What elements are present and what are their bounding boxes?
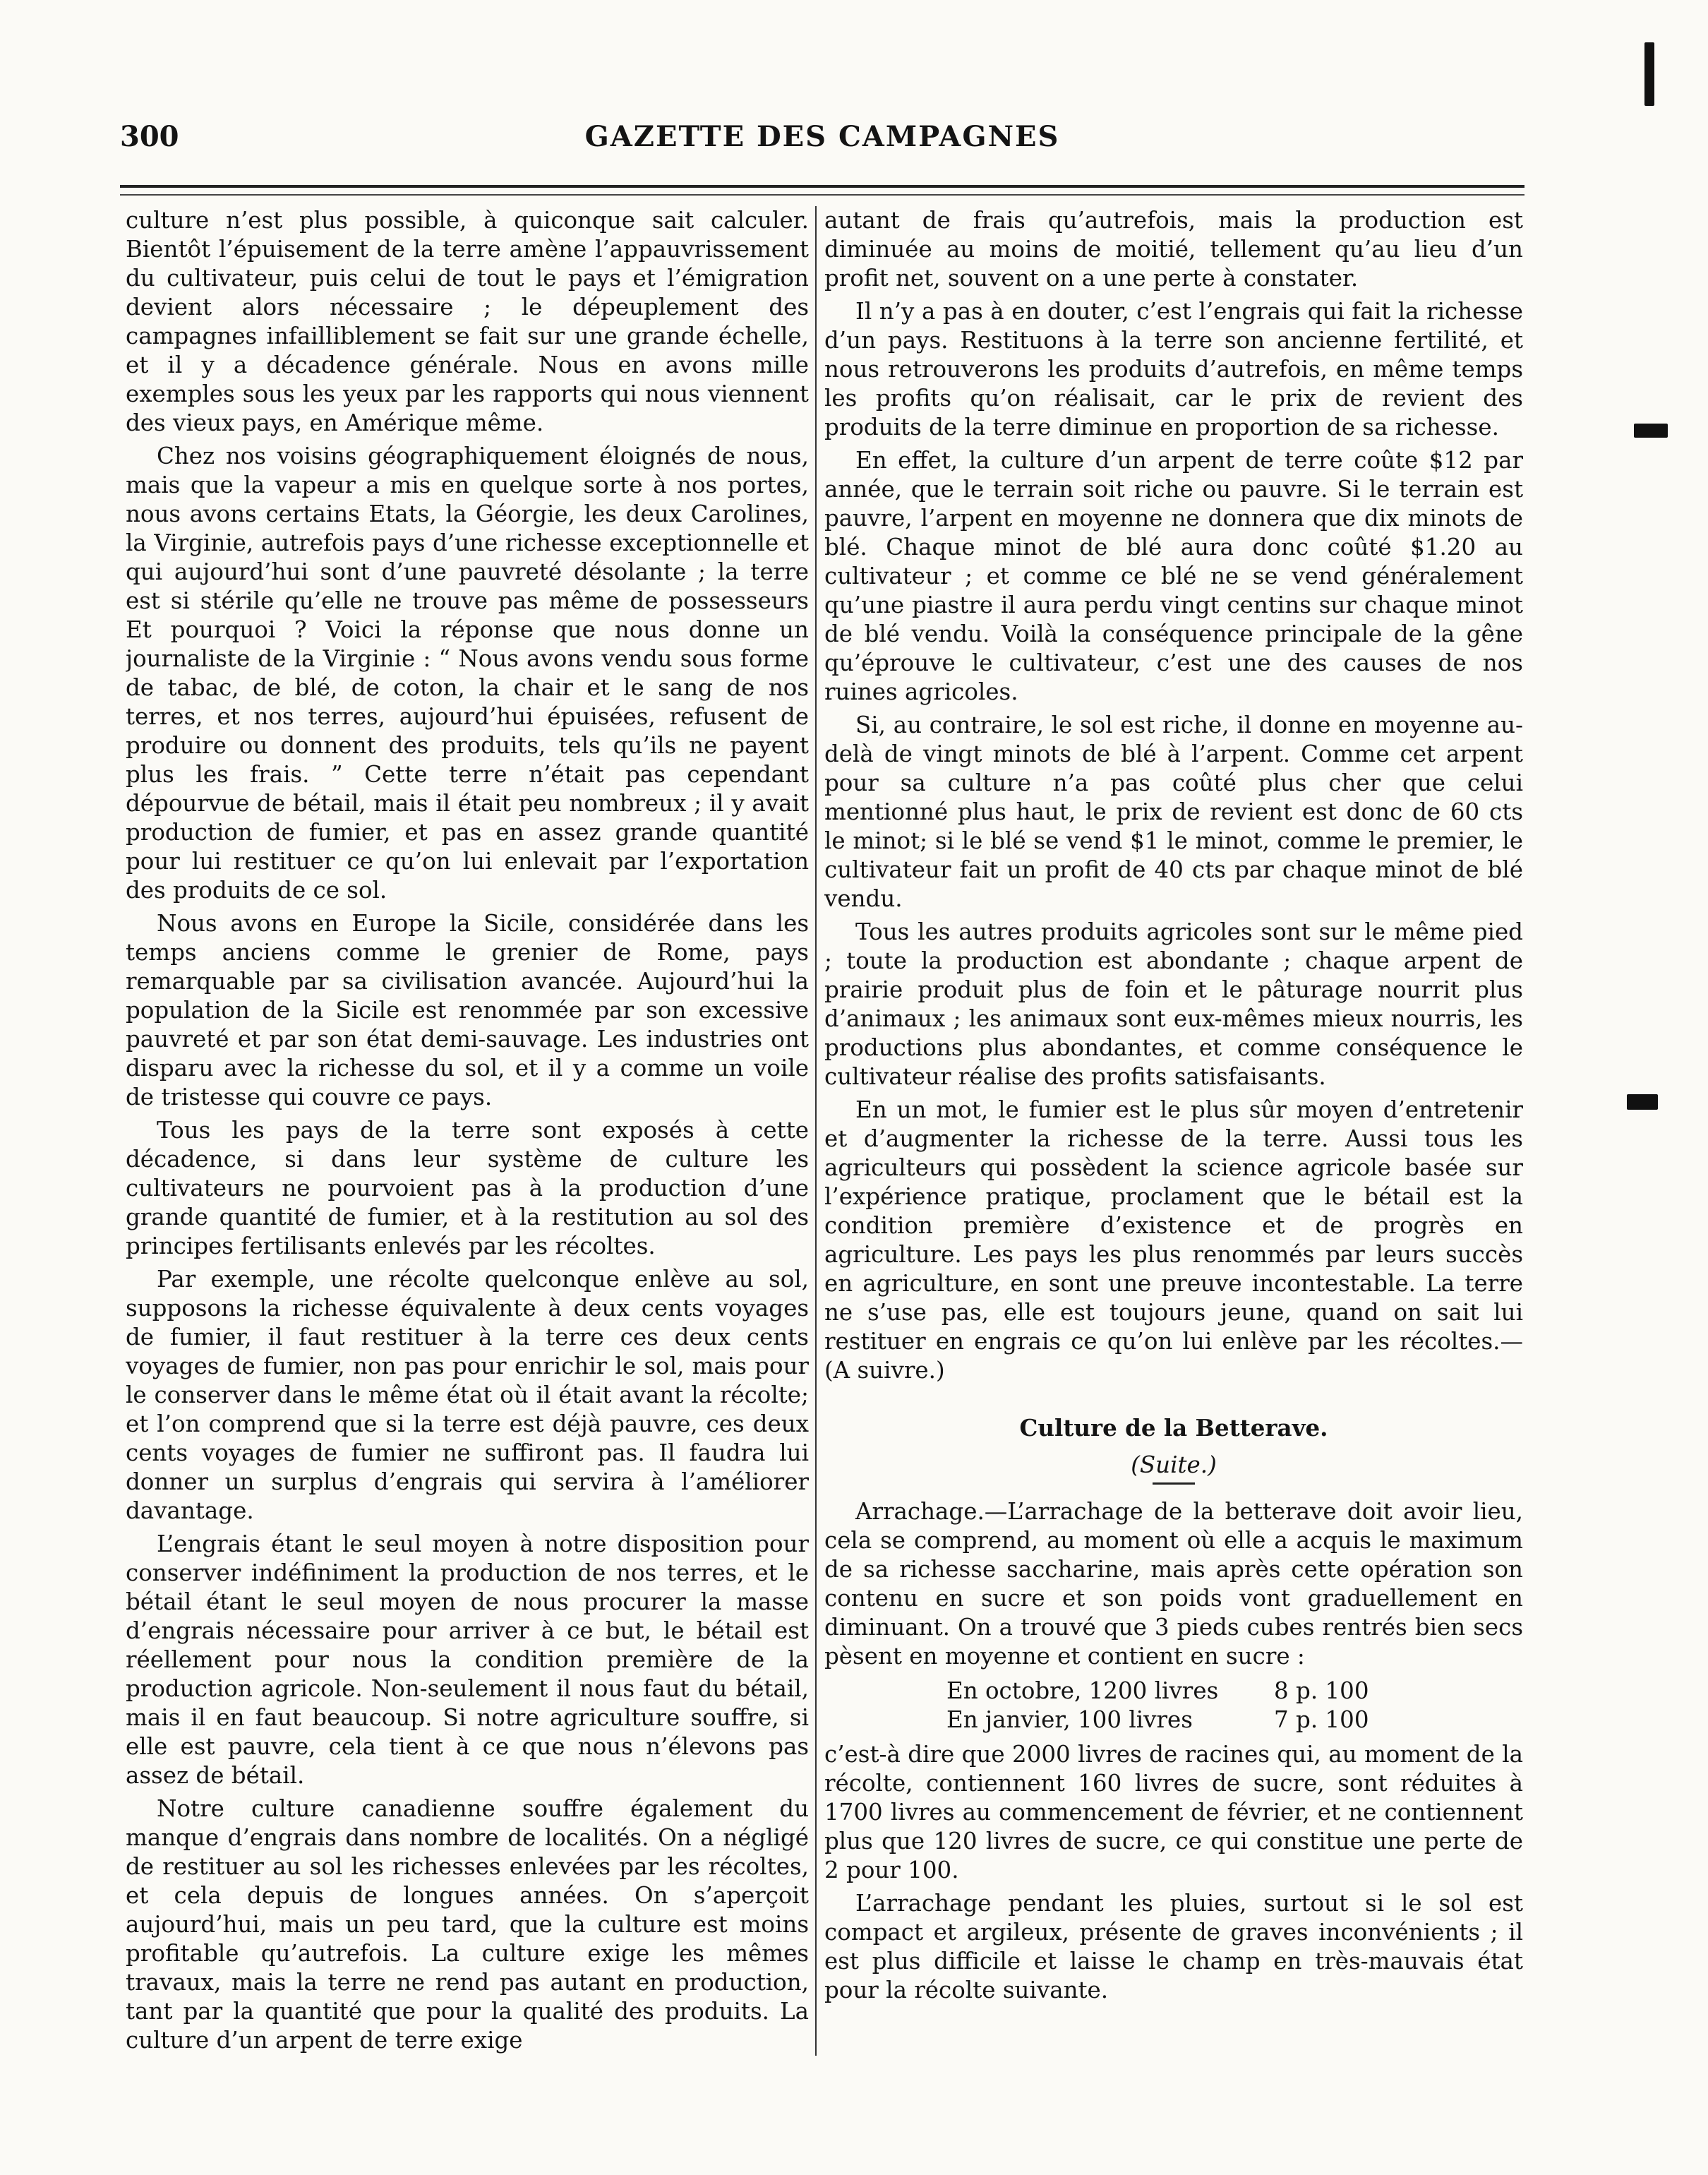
paragraph: L’arrachage pendant les pluies, surtout si le sol est compact et argileux, présente de graves inconvénients ; il est plus difficile et laisse le champ en très-mauvais état pour la récolte suivante. (824, 1890, 1523, 2003)
sugar-table (824, 1677, 1523, 1734)
paragraph: Tous les autres produits agricoles sont sur le même pied ; toute la production est abondante ; chaque arpent de prairie produit plus de foin et le pâturage nourrit plus d’animaux ; les animaux sont eux-mêmes mieux nourris, les productions plus abondantes, et comme conséquence le cultivateur réalise des profits satisfaisants. (824, 918, 1523, 1090)
right-column (824, 206, 1523, 2056)
paragraph: Par exemple, une récolte quelconque enlève au sol, supposons la richesse équivalente à deux cents voyages de fumier, il faut restituer à la terre ces deux cents voyages de fumier, non pas pour enrichir le sol, mais pour le conserver dans le même état où il était avant la récolte; et l’on comprend que si la terre est déjà pauvre, ces deux cents voyages de fumier ne suffiront pas. Il faudra lui donner un surplus d’engrais qui servira à l’améliorer davantage. (126, 1266, 809, 1524)
page-title: GAZETTE DES CAMPAGNES (584, 120, 1060, 153)
section-rule (1153, 1482, 1195, 1485)
table-cell-pct: 7 p. 100 (1274, 1706, 1369, 1733)
section-title: Culture de la Betterave. (1019, 1414, 1328, 1442)
paragraph: L’engrais étant le seul moyen à notre disposition pour conserver indéfiniment la production de nos terres, et le bétail étant le seul moyen de nous procurer la masse d’engrais nécessaire pour arriver à ce but, le bétail est réellement pour nous la condition première de la production agricole. Non-seulement il nous faut du bétail, mais il en faut beaucoup. Si notre agriculture souffre, si elle est pauvre, cela tient à ce que nous n’élevons pas assez de bétail. (126, 1530, 809, 1789)
left-column (126, 206, 809, 2056)
paragraph: autant de frais qu’autrefois, mais la production est diminuée au moins de moitié, tellement qu’au lieu d’un profit net, souvent on a une perte à constater. (824, 207, 1523, 292)
paragraph: Si, au contraire, le sol est riche, il donne en moyenne au-delà de vingt minots de blé à l’arpent. Comme cet arpent pour sa culture n’a pas coûté plus cher que celui mentionné plus haut, le prix de revient est donc de 60 cts le minot; si le blé se vend $1 le minot, comme le premier, le cultivateur fait un profit de 40 cts par chaque minot de blé vendu. (824, 712, 1523, 912)
paragraph: Tous les pays de la terre sont exposés à cette décadence, si dans leur système de culture les cultivateurs ne pourvoient pas à la production d’une grande quantité de fumier, et à la restitution au sol des principes fertilisants enlevés par les récoltes. (126, 1117, 809, 1259)
paragraph: culture n’est plus possible, à quiconque sait calculer. Bientôt l’épuisement de la terre amène l’appauvrissement du cultivateur, puis celui de tout le pays et l’émigration devient alors nécessaire ; le dépeuplement des campagnes infailliblement se fait sur une grande échelle, et il y a décadence générale. Nous en avons mille exemples sous les yeux par les rapports qui nous viennent des vieux pays, en Amérique même. (126, 207, 809, 436)
table-row (824, 1706, 1523, 1734)
scan-speck (1644, 42, 1654, 106)
scan-speck (1627, 1094, 1658, 1110)
column-separator (815, 206, 817, 2056)
table-cell-month: En janvier, 100 livres (946, 1706, 1193, 1733)
paragraph: En effet, la culture d’un arpent de terre coûte $12 par année, que le terrain soit riche ou pauvre. Si le terrain est pauvre, l’arpent en moyenne ne donnera que dix minots de blé. Chaque minot de blé aura donc coûté $1.20 au cultivateur ; et comme ce blé ne se vend généralement qu’une piastre il aura perdu vingt centins sur chaque minot de blé vendu. Voilà la conséquence principale de la gêne qu’éprouve le cultivateur, c’est une des causes de nos ruines agricoles. (824, 447, 1523, 705)
header-rule (120, 185, 1524, 188)
paragraph: c’est-à dire que 2000 livres de racines qui, au moment de la récolte, contiennent 160 livres de sucre, sont réduites à 1700 livres au commencement de février, et ne contiennent plus que 120 livres de sucre, ce qui constitue une perte de 2 pour 100. (824, 1741, 1523, 1883)
paragraph: Il n’y a pas à en douter, c’est l’engrais qui fait la richesse d’un pays. Restituons à la terre son ancienne fertilité, et nous retrouverons les produits d’autrefois, en même temps les profits qu’on réalisait, car le prix de revient des produits de la terre diminue en proportion de sa richesse. (824, 298, 1523, 441)
table-cell-month: En octobre, 1200 livres (946, 1677, 1219, 1704)
paragraph: En un mot, le fumier est le plus sûr moyen d’entretenir et d’augmenter la richesse de la terre. Aussi tous les agriculteurs qui possèdent la science agricole basée sur l’expérience pratique, proclament que le bétail est la condition première d’existence et de progrès en agriculture. Les pays les plus renommés par leurs succès en agriculture, en sont une preuve incontestable. La terre ne s’use pas, elle est toujours jeune, quand on sait lui restituer en engrais ce qu’on lui enlève par les récoltes.—(A suivre.) (824, 1096, 1523, 1384)
paragraph: Chez nos voisins géographiquement éloignés de nous, mais que la vapeur a mis en quelque sorte à nos portes, nous avons certains Etats, la Géorgie, les deux Carolines, la Virginie, autrefois pays d’une richesse exceptionnelle et qui aujourd’hui sont d’une pauvreté désolante ; la terre est si stérile qu’elle ne trouve pas même de possesseurs Et pourquoi ? Voici la réponse que nous donne un journaliste de la Virginie : “ Nous avons vendu sous forme de tabac, de blé, de coton, la chair et le sang de nos terres, et nos terres, aujourd’hui épuisées, refusent de produire ou donnent des produits, tels qu’ils ne payent plus les frais. ” Cette terre n’était pas cependant dépourvue de bétail, mais il était peu nombreux ; il y avait production de fumier, et pas en assez grande quantité pour lui restituer ce qu’on lui enlevait par l’exportation des produits de ce sol. (126, 443, 809, 904)
page-header (120, 120, 1524, 162)
scan-speck (1634, 424, 1668, 438)
section-subtitle: (Suite.) (1131, 1451, 1217, 1478)
paragraph: Arrachage.—L’arrachage de la betterave doit avoir lieu, cela se comprend, au moment où elle a acquis le maximum de sa richesse saccharine, mais après cette opération son contenu en sucre et son poids vont graduellement en diminuant. On a trouvé que 3 pieds cubes rentrés bien secs pèsent en moyenne et contient en sucre : (824, 1498, 1523, 1670)
table-cell-pct: 8 p. 100 (1274, 1677, 1369, 1704)
paragraph: Notre culture canadienne souffre également du manque d’engrais dans nombre de localités. On a négligé de restituer au sol les richesses enlevées par les récoltes, et cela depuis de longues années. On s’aperçoit aujourd’hui, mais un peu tard, que la culture est moins profitable qu’autrefois. La culture exige les mêmes travaux, mais la terre ne rend pas autant en production, tant par la quantité que pour la qualité des produits. La culture d’un arpent de terre exige (126, 1795, 809, 2054)
header-rule-thin (120, 194, 1524, 196)
table-row (824, 1677, 1523, 1706)
page-number: 300 (120, 120, 179, 153)
paragraph: Nous avons en Europe la Sicile, considérée dans les temps anciens comme le grenier de Rome, pays remarquable par sa civilisation avancée. Aujourd’hui la population de la Sicile est renommée par son excessive pauvreté et par son état demi-sauvage. Les industries ont disparu avec la richesse du sol, et il y a comme un voile de tristesse qui couvre ce pays. (126, 910, 809, 1110)
